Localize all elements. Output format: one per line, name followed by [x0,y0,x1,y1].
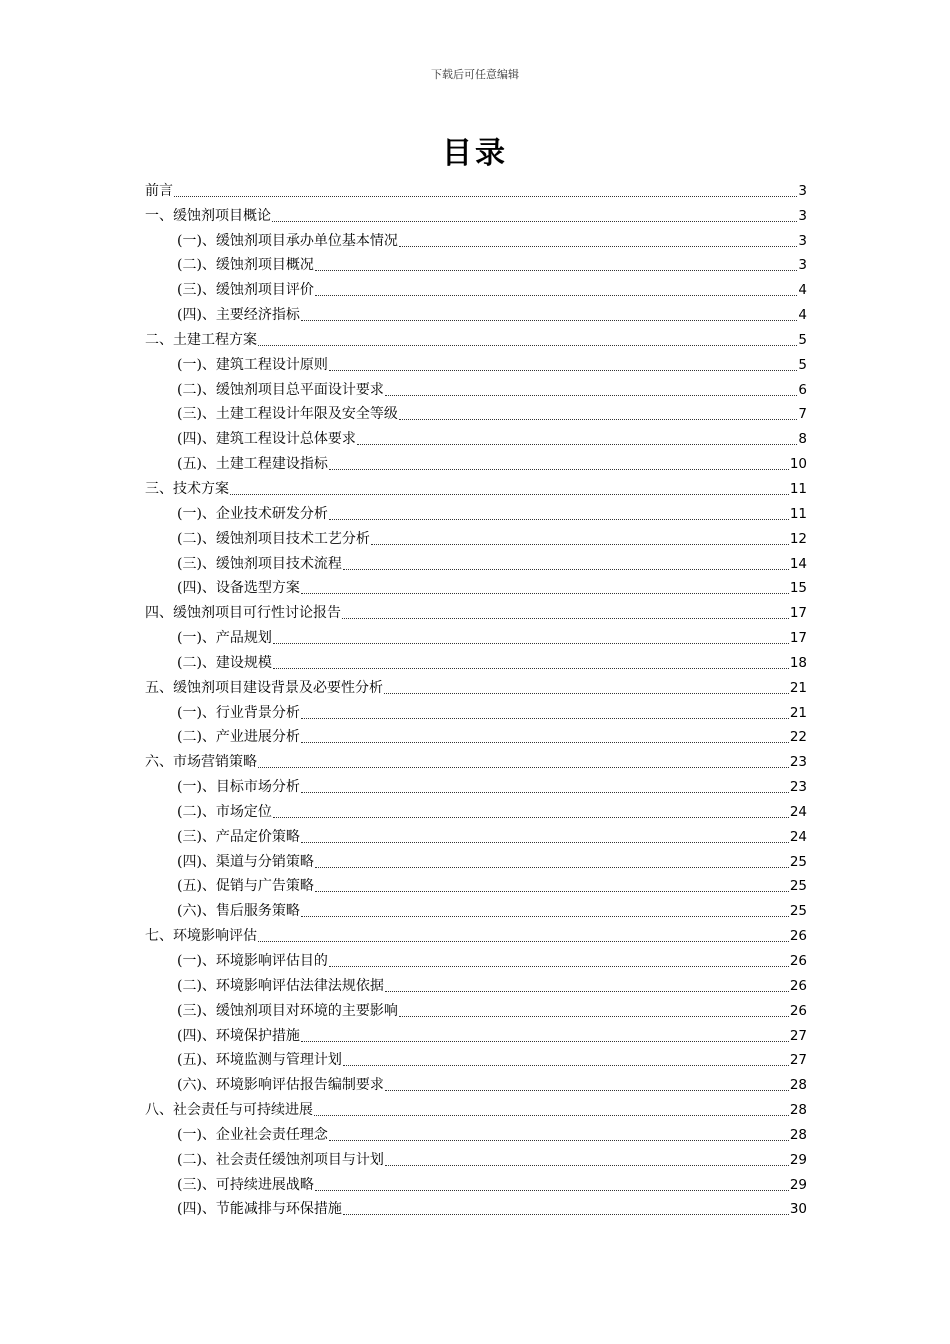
toc-entry-label: (五)、土建工程建设指标 [177,456,328,473]
toc-entry[interactable] [145,1170,807,1195]
toc-entry-page: 26 [789,977,807,994]
toc-entry[interactable] [145,424,807,449]
toc-entry-label: (一)、建筑工程设计原则 [177,356,328,373]
toc-leader-dots [315,294,797,296]
toc-entry-page: 26 [789,1002,807,1019]
table-of-contents [145,176,807,1219]
toc-entry-page: 28 [789,1102,807,1119]
toc-entry-page: 3 [798,207,807,224]
toc-entry[interactable] [145,896,807,921]
toc-entry-page: 10 [789,456,807,473]
toc-leader-dots [385,1089,789,1091]
toc-entry[interactable] [145,251,807,276]
toc-entry-label: (四)、节能减排与环保措施 [177,1201,342,1218]
toc-leader-dots [343,568,789,570]
toc-entry-page: 18 [789,654,807,671]
toc-entry-label: (三)、缓蚀剂项目技术流程 [177,555,342,572]
toc-entry-page: 3 [798,182,807,199]
toc-entry[interactable] [145,549,807,574]
toc-entry-page: 21 [789,704,807,721]
toc-entry-page: 21 [789,679,807,696]
toc-entry[interactable] [145,375,807,400]
toc-entry[interactable] [145,449,807,474]
toc-entry[interactable] [145,524,807,549]
toc-entry-label: 八、社会责任与可持续进展 [145,1102,313,1119]
toc-entry-label: (二)、环境影响评估法律法规依据 [177,977,384,994]
toc-entry-label: (二)、缓蚀剂项目总平面设计要求 [177,381,384,398]
toc-entry[interactable] [145,1021,807,1046]
toc-entry-label: (一)、行业背景分析 [177,704,300,721]
toc-leader-dots [315,866,789,868]
toc-entry-page: 6 [798,381,807,398]
toc-entry-page: 8 [798,431,807,448]
toc-entry-page: 3 [798,257,807,274]
toc-entry[interactable] [145,996,807,1021]
toc-entry-page: 17 [789,605,807,622]
toc-leader-dots [315,890,789,892]
toc-leader-dots [230,493,789,495]
toc-entry[interactable] [145,176,807,201]
toc-entry-label: (一)、环境影响评估目的 [177,953,328,969]
toc-leader-dots [329,965,789,967]
toc-entry[interactable] [145,1120,807,1145]
toc-entry[interactable] [145,1095,807,1120]
toc-entry-page: 28 [789,1126,807,1143]
toc-entry-label: (一)、目标市场分析 [177,779,300,796]
toc-leader-dots [258,766,789,768]
toc-entry-page: 29 [789,1151,807,1168]
toc-leader-dots [273,642,789,644]
toc-entry-page: 26 [789,928,807,945]
header-note: 下载后可任意编辑 [431,68,519,81]
toc-entry-page: 27 [789,1052,807,1069]
toc-leader-dots [329,1139,789,1141]
toc-leader-dots [301,741,789,743]
toc-leader-dots [385,1164,789,1166]
toc-leader-dots [301,319,797,321]
toc-entry[interactable] [145,847,807,872]
toc-leader-dots [273,816,789,818]
toc-entry-label: 二、土建工程方案 [145,331,257,348]
toc-entry-page: 28 [789,1077,807,1094]
toc-entry-label: (三)、缓蚀剂项目评价 [177,282,314,299]
toc-leader-dots [258,344,797,346]
toc-entry-label: (四)、环境保护措施 [177,1027,300,1044]
toc-entry-page: 24 [789,828,807,845]
toc-entry-label: (二)、市场定位 [177,803,272,820]
toc-entry[interactable] [145,747,807,772]
toc-entry[interactable] [145,1046,807,1071]
toc-entry-page: 15 [789,580,807,597]
toc-entry[interactable] [145,772,807,797]
toc-entry-label: (一)、缓蚀剂项目承办单位基本情况 [177,232,398,249]
toc-entry-page: 5 [798,331,807,348]
toc-leader-dots [357,443,797,445]
toc-entry-label: (四)、主要经济指标 [177,307,300,324]
toc-leader-dots [258,940,789,942]
toc-entry-label: (二)、建设规模 [177,654,272,671]
toc-entry[interactable] [145,797,807,822]
toc-entry-label: 五、缓蚀剂项目建设背景及必要性分析 [145,679,383,696]
toc-entry-page: 3 [798,232,807,249]
toc-entry[interactable] [145,598,807,623]
toc-entry[interactable] [145,872,807,897]
toc-title: 目录 [442,136,508,171]
toc-entry[interactable] [145,325,807,350]
toc-leader-dots [174,195,797,197]
toc-leader-dots [329,468,789,470]
toc-leader-dots [399,418,797,420]
toc-entry-label: 前言 [145,182,173,199]
toc-leader-dots [385,990,789,992]
toc-entry[interactable] [145,946,807,971]
toc-entry[interactable] [145,673,807,698]
toc-entry[interactable] [145,275,807,300]
toc-entry[interactable] [145,921,807,946]
toc-leader-dots [315,1189,789,1191]
toc-entry-label: 一、缓蚀剂项目概论 [145,207,271,224]
toc-entry-label: (二)、社会责任缓蚀剂项目与计划 [177,1151,384,1168]
toc-entry[interactable] [145,822,807,847]
toc-entry-page: 22 [789,729,807,746]
toc-entry-label: (二)、缓蚀剂项目概况 [177,257,314,274]
toc-entry-page: 29 [789,1176,807,1193]
toc-leader-dots [329,518,789,520]
toc-leader-dots [343,1213,789,1215]
toc-leader-dots [371,543,789,545]
toc-entry-page: 25 [789,853,807,870]
toc-entry-label: (四)、设备选型方案 [177,580,300,597]
toc-entry-label: 三、技术方案 [145,480,229,497]
toc-entry-label: (一)、产品规划 [177,630,272,647]
toc-entry-page: 5 [798,356,807,373]
toc-entry-label: (三)、缓蚀剂项目对环境的主要影响 [177,1002,398,1019]
toc-entry-label: (六)、售后服务策略 [177,903,300,920]
toc-leader-dots [399,245,797,247]
toc-entry-page: 23 [789,779,807,796]
toc-entry-label: (一)、企业技术研发分析 [177,505,328,522]
toc-leader-dots [314,1114,789,1116]
toc-leader-dots [301,717,789,719]
toc-entry-label: (三)、可持续进展战略 [177,1176,314,1193]
toc-entry[interactable] [145,648,807,673]
toc-entry[interactable] [145,971,807,996]
toc-entry-label: (二)、产业进展分析 [177,729,300,746]
toc-entry[interactable] [145,698,807,723]
toc-entry-label: 四、缓蚀剂项目可行性讨论报告 [145,605,341,622]
toc-entry-page: 4 [798,307,807,324]
toc-entry[interactable] [145,1195,807,1220]
toc-entry-label: (二)、缓蚀剂项目技术工艺分析 [177,530,370,547]
toc-leader-dots [301,915,789,917]
toc-leader-dots [399,1015,789,1017]
toc-entry[interactable] [145,226,807,251]
toc-entry[interactable] [145,300,807,325]
toc-entry-page: 12 [789,530,807,547]
toc-entry-page: 23 [789,754,807,771]
toc-entry-page: 25 [789,878,807,895]
toc-entry[interactable] [145,350,807,375]
toc-leader-dots [384,692,789,694]
toc-entry-label: (四)、建筑工程设计总体要求 [177,431,356,448]
toc-entry[interactable] [145,1145,807,1170]
toc-leader-dots [273,667,789,669]
toc-entry-label: (三)、产品定价策略 [177,828,300,845]
toc-leader-dots [342,617,789,619]
toc-leader-dots [315,269,797,271]
toc-entry-page: 7 [798,406,807,423]
toc-entry-label: (五)、促销与广告策略 [177,878,314,895]
toc-entry-label: 七、环境影响评估 [145,928,257,945]
toc-entry-label: 六、市场营销策略 [145,754,257,771]
toc-entry-label: (五)、环境监测与管理计划 [177,1052,342,1069]
toc-entry-page: 25 [789,903,807,920]
toc-entry[interactable] [145,499,807,524]
toc-entry-page: 14 [789,555,807,572]
toc-entry-page: 4 [798,282,807,299]
toc-leader-dots [301,1040,789,1042]
toc-entry[interactable] [145,574,807,599]
toc-entry-page: 11 [789,505,807,522]
toc-entry-label: (一)、企业社会责任理念 [177,1126,328,1143]
toc-entry-page: 11 [789,480,807,497]
toc-leader-dots [272,220,797,222]
toc-leader-dots [385,394,797,396]
toc-entry-label: (四)、渠道与分销策略 [177,853,314,870]
toc-entry-page: 30 [789,1201,807,1218]
toc-entry[interactable] [145,723,807,748]
toc-entry[interactable] [145,474,807,499]
toc-entry-page: 27 [789,1027,807,1044]
toc-entry-page: 24 [789,803,807,820]
toc-entry-page: 17 [789,630,807,647]
toc-entry-page: 26 [789,953,807,969]
toc-entry[interactable] [145,400,807,425]
toc-leader-dots [301,791,789,793]
toc-entry[interactable] [145,623,807,648]
toc-leader-dots [301,841,789,843]
toc-leader-dots [343,1064,789,1066]
toc-leader-dots [301,592,789,594]
toc-entry-label: (六)、环境影响评估报告编制要求 [177,1077,384,1094]
toc-leader-dots [329,369,797,371]
toc-entry[interactable] [145,201,807,226]
toc-entry-label: (三)、土建工程设计年限及安全等级 [177,406,398,423]
toc-entry[interactable] [145,1070,807,1095]
